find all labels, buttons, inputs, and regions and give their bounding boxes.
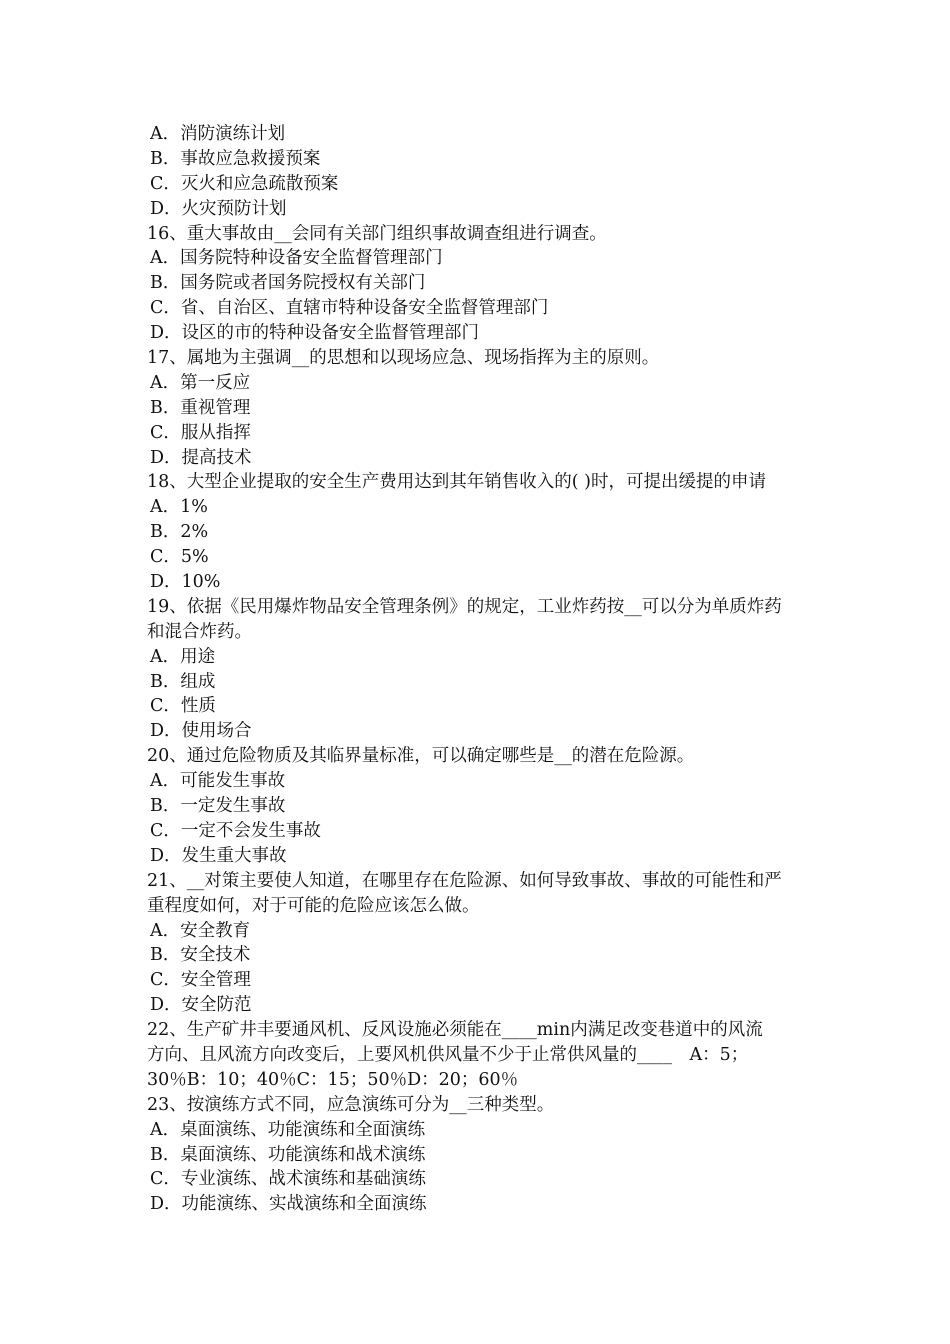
question-22-line-1: 22、生产矿井丰要通风机、反风设施必须能在____min内满足改变巷道中的风流 bbox=[147, 1020, 763, 1041]
option-a-q18: A．1% bbox=[150, 497, 208, 518]
option-d-q18: D．10% bbox=[150, 572, 221, 593]
option-c-q21: C．安全管理 bbox=[150, 970, 251, 991]
question-22-line-2: 方向、且风流方向改变后，上要风机供风量不少于止常供风量的____ A：5； bbox=[147, 1044, 749, 1065]
question-20: 20、通过危险物质及其临界量标准，可以确定哪些是__的潜在危险源。 bbox=[147, 746, 695, 767]
option-d-q16: D．设区的市的特种设备安全监督管理部门 bbox=[150, 323, 480, 344]
option-b-q15: B．事故应急救援预案 bbox=[150, 148, 321, 169]
option-c-q15: C．灭火和应急疏散预案 bbox=[150, 173, 339, 194]
option-b-q18: B．2% bbox=[150, 522, 209, 543]
question-19-line-2: 和混合炸药。 bbox=[147, 621, 252, 642]
option-b-q16: B．国务院或者国务院授权有关部门 bbox=[150, 273, 426, 294]
question-23: 23、按演练方式不同，应急演练可分为__三种类型。 bbox=[147, 1094, 555, 1115]
document-page bbox=[147, 122, 812, 1217]
option-d-q15: D．火灾预防计划 bbox=[150, 198, 287, 219]
option-a-q16: A．国务院特种设备安全监督管理部门 bbox=[150, 248, 443, 269]
question-19-line-1: 19、依据《民用爆炸物品安全管理条例》的规定，工业炸药按__可以分为单质炸药 bbox=[147, 596, 782, 617]
question-18: 18、大型企业提取的安全生产费用达到其年销售收入的( )时，可提出缓提的申请 bbox=[147, 472, 766, 493]
option-b-q20: B．一定发生事故 bbox=[150, 796, 286, 817]
question-22-line-3: 30％B：10；40％C：15；50％D：20；60％ bbox=[147, 1069, 519, 1090]
option-c-q16: C．省、自治区、直辖市特种设备安全监督管理部门 bbox=[150, 298, 549, 319]
question-21-line-1: 21、__对策主要使人知道，在哪里存在危险源、如何导致事故、事故的可能性和严 bbox=[147, 870, 782, 891]
option-a-q20: A．可能发生事故 bbox=[150, 771, 286, 792]
option-a-q23: A．桌面演练、功能演练和全面演练 bbox=[150, 1119, 426, 1140]
option-b-q17: B．重视管理 bbox=[150, 397, 251, 418]
option-c-q20: C．一定不会发生事故 bbox=[150, 820, 321, 841]
option-a-q17: A．第一反应 bbox=[150, 372, 251, 393]
option-b-q23: B．桌面演练、功能演练和战术演练 bbox=[150, 1144, 426, 1165]
question-21-line-2: 重程度如何，对于可能的危险应该怎么做。 bbox=[147, 895, 480, 916]
option-a-q19: A．用途 bbox=[150, 646, 216, 667]
option-d-q19: D．使用场合 bbox=[150, 721, 252, 742]
option-c-q23: C．专业演练、战术演练和基础演练 bbox=[150, 1169, 426, 1190]
option-a-q15: A．消防演练计划 bbox=[150, 124, 286, 144]
option-c-q17: C．服从指挥 bbox=[150, 422, 251, 443]
option-b-q21: B．安全技术 bbox=[150, 945, 251, 966]
option-d-q23: D．功能演练、实战演练和全面演练 bbox=[150, 1194, 427, 1215]
option-b-q19: B．组成 bbox=[150, 671, 216, 692]
option-c-q18: C．5% bbox=[150, 547, 209, 568]
option-a-q21: A．安全教育 bbox=[150, 920, 251, 941]
question-17: 17、属地为主强调__的思想和以现场应急、现场指挥为主的原则。 bbox=[147, 348, 660, 369]
option-d-q17: D．提高技术 bbox=[150, 447, 252, 468]
question-16: 16、重大事故由__会同有关部门组织事故调查组进行调查。 bbox=[147, 223, 607, 244]
option-c-q19: C．性质 bbox=[150, 696, 216, 717]
option-d-q20: D．发生重大事故 bbox=[150, 845, 287, 866]
option-d-q21: D．安全防范 bbox=[150, 995, 252, 1016]
